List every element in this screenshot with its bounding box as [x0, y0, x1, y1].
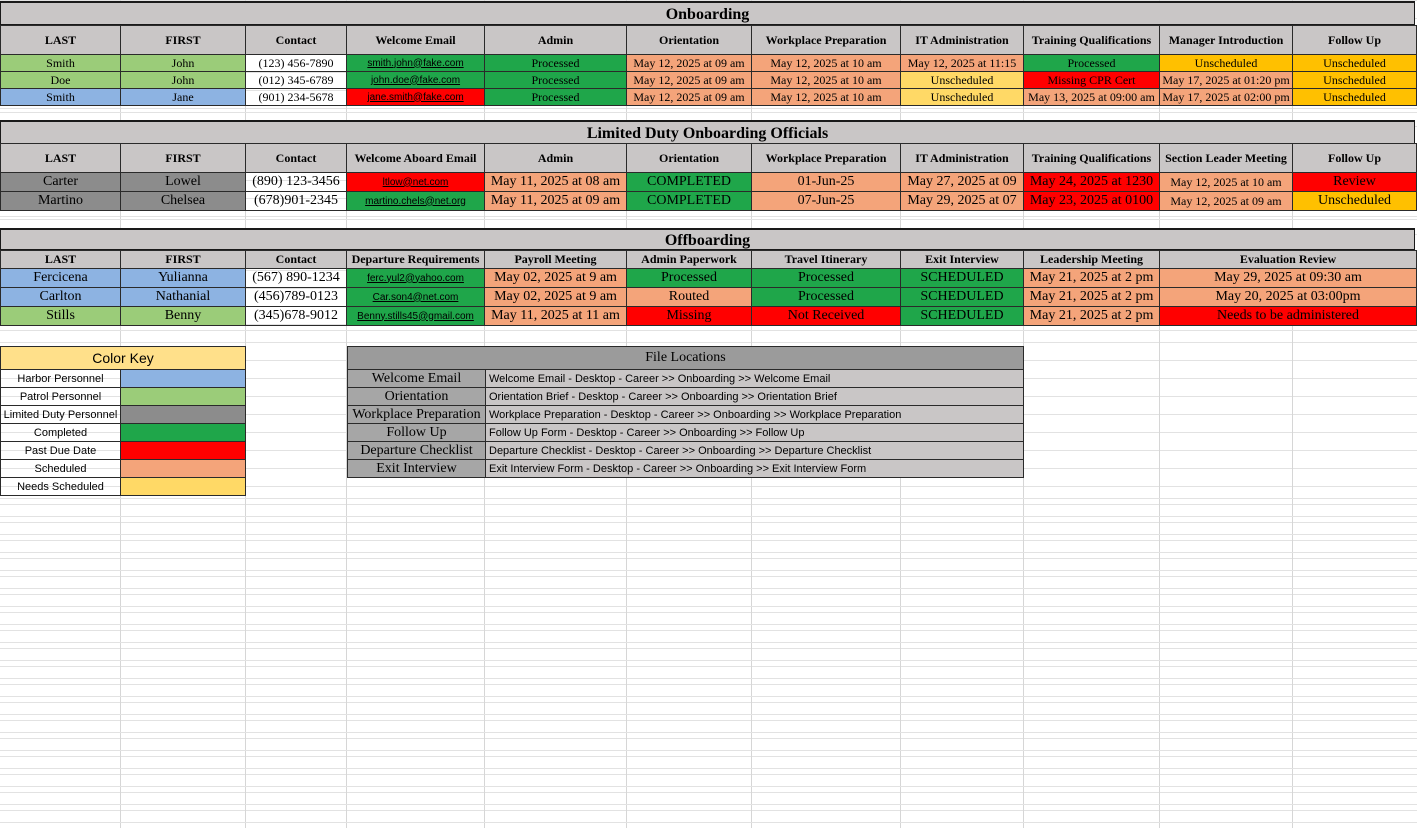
cell-contact[interactable]: (123) 456-7890 — [246, 55, 347, 72]
header-cell[interactable]: Admin — [485, 144, 627, 173]
cell-leadership[interactable]: May 21, 2025 at 2 pm — [1024, 307, 1160, 326]
cell-last[interactable]: Martino — [1, 192, 121, 211]
cell-workplace[interactable]: May 12, 2025 at 10 am — [752, 55, 901, 72]
cell-admin[interactable]: Processed — [485, 55, 627, 72]
cell-manager[interactable]: May 17, 2025 at 02:00 pm — [1160, 89, 1293, 106]
cell-email-link[interactable]: Benny.stills45@gmail.com — [347, 307, 485, 326]
cell-exit-interview[interactable]: SCHEDULED — [901, 307, 1024, 326]
cell-evaluation[interactable]: May 20, 2025 at 03:00pm — [1160, 288, 1417, 307]
color-key-label[interactable]: Past Due Date — [1, 442, 121, 460]
cell-travel[interactable]: Not Received — [752, 307, 901, 326]
cell-workplace[interactable]: 07-Jun-25 — [752, 192, 901, 211]
color-key-label[interactable]: Limited Duty Personnel — [1, 406, 121, 424]
cell-email-link[interactable]: jane.smith@fake.com — [347, 89, 485, 106]
file-location-path[interactable]: Welcome Email - Desktop - Career >> Onboarding >> Welcome Email — [486, 370, 1024, 388]
header-cell[interactable]: FIRST — [121, 26, 246, 55]
header-cell[interactable]: Admin Paperwork — [627, 251, 752, 269]
header-cell[interactable]: Travel Itinerary — [752, 251, 901, 269]
cell-admin[interactable]: Processed — [485, 89, 627, 106]
cell-admin[interactable]: May 11, 2025 at 08 am — [485, 173, 627, 192]
color-swatch-harbor[interactable] — [121, 370, 246, 388]
cell-leadership[interactable]: May 21, 2025 at 2 pm — [1024, 288, 1160, 307]
file-location-label[interactable]: Workplace Preparation — [348, 406, 486, 424]
offboarding-header-row — [1, 251, 1417, 269]
cell-contact[interactable]: (456)789-0123 — [246, 288, 347, 307]
cell-training[interactable]: Missing CPR Cert — [1024, 72, 1160, 89]
header-cell[interactable]: Contact — [246, 144, 347, 173]
header-cell[interactable]: Training Qualifications — [1024, 144, 1160, 173]
cell-admin-paperwork[interactable]: Routed — [627, 288, 752, 307]
cell-email-link[interactable]: Car.son4@net.com — [347, 288, 485, 307]
header-cell[interactable]: Orientation — [627, 144, 752, 173]
cell-workplace[interactable]: 01-Jun-25 — [752, 173, 901, 192]
table-row — [1, 192, 1417, 211]
color-key-label[interactable]: Scheduled — [1, 460, 121, 478]
cell-contact[interactable]: (012) 345-6789 — [246, 72, 347, 89]
cell-contact[interactable]: (345)678-9012 — [246, 307, 347, 326]
file-location-path[interactable]: Workplace Preparation - Desktop - Career >> Onboarding >> Workplace Preparation — [486, 406, 1024, 424]
cell-contact[interactable]: (901) 234-5678 — [246, 89, 347, 106]
cell-first[interactable]: Nathanial — [121, 288, 246, 307]
cell-training[interactable]: Processed — [1024, 55, 1160, 72]
cell-first[interactable]: Lowel — [121, 173, 246, 192]
cell-workplace[interactable]: May 12, 2025 at 10 am — [752, 72, 901, 89]
cell-admin-paperwork[interactable]: Processed — [627, 269, 752, 288]
cell-payroll[interactable]: May 11, 2025 at 11 am — [485, 307, 627, 326]
color-key-title[interactable]: Color Key — [1, 347, 246, 370]
header-cell[interactable]: Contact — [246, 251, 347, 269]
header-cell[interactable]: Orientation — [627, 26, 752, 55]
cell-contact[interactable]: (567) 890-1234 — [246, 269, 347, 288]
cell-travel[interactable]: Processed — [752, 269, 901, 288]
color-key-label[interactable]: Patrol Personnel — [1, 388, 121, 406]
color-swatch-limited-duty[interactable] — [121, 406, 246, 424]
color-swatch-completed[interactable] — [121, 424, 246, 442]
cell-payroll[interactable]: May 02, 2025 at 9 am — [485, 269, 627, 288]
cell-manager[interactable]: Unscheduled — [1160, 55, 1293, 72]
cell-orientation[interactable]: May 12, 2025 at 09 am — [627, 89, 752, 106]
cell-last[interactable]: Carter — [1, 173, 121, 192]
header-cell[interactable]: Leadership Meeting — [1024, 251, 1160, 269]
cell-first[interactable]: Yulianna — [121, 269, 246, 288]
cell-last[interactable]: Smith — [1, 55, 121, 72]
cell-email-link[interactable]: martino.chels@net.org — [347, 192, 485, 211]
cell-orientation[interactable]: May 12, 2025 at 09 am — [627, 72, 752, 89]
cell-training[interactable]: May 23, 2025 at 0100 — [1024, 192, 1160, 211]
cell-contact[interactable]: (890) 123-3456 — [246, 173, 347, 192]
color-swatch-past-due[interactable] — [121, 442, 246, 460]
file-location-path[interactable]: Exit Interview Form - Desktop - Career >> Onboarding >> Exit Interview Form — [486, 460, 1024, 478]
cell-last[interactable]: Carlton — [1, 288, 121, 307]
header-cell[interactable]: LAST — [1, 251, 121, 269]
header-cell[interactable]: Follow Up — [1293, 144, 1417, 173]
cell-orientation[interactable]: COMPLETED — [627, 173, 752, 192]
header-cell[interactable]: Admin — [485, 26, 627, 55]
header-cell[interactable]: Departure Requirements — [347, 251, 485, 269]
header-cell[interactable]: IT Administration — [901, 26, 1024, 55]
header-cell[interactable]: FIRST — [121, 251, 246, 269]
color-swatch-needs-scheduled[interactable] — [121, 478, 246, 496]
cell-evaluation[interactable]: May 29, 2025 at 09:30 am — [1160, 269, 1417, 288]
color-swatch-scheduled[interactable] — [121, 460, 246, 478]
color-key-table — [0, 346, 246, 496]
cell-payroll[interactable]: May 02, 2025 at 9 am — [485, 288, 627, 307]
cell-it[interactable]: May 29, 2025 at 07 — [901, 192, 1024, 211]
header-cell[interactable]: Manager Introduction — [1160, 26, 1293, 55]
color-key-label[interactable]: Needs Scheduled — [1, 478, 121, 496]
cell-followup[interactable]: Unscheduled — [1293, 192, 1417, 211]
cell-admin[interactable]: Processed — [485, 72, 627, 89]
file-locations-table — [347, 346, 1024, 478]
cell-exit-interview[interactable]: SCHEDULED — [901, 288, 1024, 307]
header-cell[interactable]: FIRST — [121, 144, 246, 173]
file-location-label[interactable]: Welcome Email — [348, 370, 486, 388]
header-cell[interactable]: Workplace Preparation — [752, 144, 901, 173]
cell-section-leader[interactable]: May 12, 2025 at 09 am — [1160, 192, 1293, 211]
cell-leadership[interactable]: May 21, 2025 at 2 pm — [1024, 269, 1160, 288]
cell-it[interactable]: Unscheduled — [901, 72, 1024, 89]
cell-last[interactable]: Smith — [1, 89, 121, 106]
header-cell[interactable]: Training Qualifications — [1024, 26, 1160, 55]
cell-first[interactable]: Jane — [121, 89, 246, 106]
header-cell[interactable]: Welcome Email — [347, 26, 485, 55]
cell-evaluation[interactable]: Needs to be administered — [1160, 307, 1417, 326]
header-cell[interactable]: Payroll Meeting — [485, 251, 627, 269]
cell-it[interactable]: May 12, 2025 at 11:15 — [901, 55, 1024, 72]
header-cell[interactable]: Evaluation Review — [1160, 251, 1417, 269]
cell-training[interactable]: May 13, 2025 at 09:00 am — [1024, 89, 1160, 106]
cell-travel[interactable]: Processed — [752, 288, 901, 307]
cell-email-link[interactable]: smith.john@fake.com — [347, 55, 485, 72]
cell-first[interactable]: Chelsea — [121, 192, 246, 211]
color-key-label[interactable]: Completed — [1, 424, 121, 442]
table-row — [1, 173, 1417, 192]
cell-last[interactable]: Fercicena — [1, 269, 121, 288]
header-cell[interactable]: LAST — [1, 26, 121, 55]
cell-workplace[interactable]: May 12, 2025 at 10 am — [752, 89, 901, 106]
cell-first[interactable]: Benny — [121, 307, 246, 326]
limited-header-row — [1, 144, 1417, 173]
file-locations-title[interactable]: File Locations — [348, 347, 1024, 370]
limited-duty-title[interactable]: Limited Duty Onboarding Officials — [0, 120, 1415, 144]
header-cell[interactable]: IT Administration — [901, 144, 1024, 173]
cell-admin-paperwork[interactable]: Missing — [627, 307, 752, 326]
cell-last[interactable]: Doe — [1, 72, 121, 89]
header-cell[interactable]: Welcome Aboard Email — [347, 144, 485, 173]
file-location-label[interactable]: Follow Up — [348, 424, 486, 442]
table-row — [1, 288, 1417, 307]
header-cell[interactable]: LAST — [1, 144, 121, 173]
file-location-label[interactable]: Orientation — [348, 388, 486, 406]
cell-email-link[interactable]: john.doe@fake.com — [347, 72, 485, 89]
color-swatch-patrol[interactable] — [121, 388, 246, 406]
cell-followup[interactable]: Review — [1293, 173, 1417, 192]
offboarding-table — [0, 250, 1417, 326]
table-row — [1, 72, 1417, 89]
color-key-label[interactable]: Harbor Personnel — [1, 370, 121, 388]
cell-it[interactable]: Unscheduled — [901, 89, 1024, 106]
cell-training[interactable]: May 24, 2025 at 1230 — [1024, 173, 1160, 192]
cell-email-link[interactable]: ltlow@net.com — [347, 173, 485, 192]
cell-first[interactable]: John — [121, 55, 246, 72]
onboarding-table — [0, 25, 1417, 106]
cell-followup[interactable]: Unscheduled — [1293, 55, 1417, 72]
onboarding-title[interactable]: Onboarding — [0, 1, 1415, 25]
header-cell[interactable]: Exit Interview — [901, 251, 1024, 269]
file-location-label[interactable]: Departure Checklist — [348, 442, 486, 460]
cell-section-leader[interactable]: May 12, 2025 at 10 am — [1160, 173, 1293, 192]
cell-followup[interactable]: Unscheduled — [1293, 89, 1417, 106]
cell-first[interactable]: John — [121, 72, 246, 89]
table-row — [1, 307, 1417, 326]
cell-exit-interview[interactable]: SCHEDULED — [901, 269, 1024, 288]
offboarding-title[interactable]: Offboarding — [0, 228, 1415, 250]
limited-duty-table — [0, 143, 1417, 211]
cell-it[interactable]: May 27, 2025 at 09 — [901, 173, 1024, 192]
cell-orientation[interactable]: COMPLETED — [627, 192, 752, 211]
header-cell[interactable]: Workplace Preparation — [752, 26, 901, 55]
file-location-path[interactable]: Follow Up Form - Desktop - Career >> Onboarding >> Follow Up — [486, 424, 1024, 442]
cell-contact[interactable]: (678)901-2345 — [246, 192, 347, 211]
header-cell[interactable]: Follow Up — [1293, 26, 1417, 55]
cell-last[interactable]: Stills — [1, 307, 121, 326]
header-cell[interactable]: Contact — [246, 26, 347, 55]
table-row — [1, 55, 1417, 72]
cell-followup[interactable]: Unscheduled — [1293, 72, 1417, 89]
header-cell[interactable]: Section Leader Meeting — [1160, 144, 1293, 173]
file-location-path[interactable]: Orientation Brief - Desktop - Career >> Onboarding >> Orientation Brief — [486, 388, 1024, 406]
cell-email-link[interactable]: ferc.yul2@yahoo.com — [347, 269, 485, 288]
cell-admin[interactable]: May 11, 2025 at 09 am — [485, 192, 627, 211]
table-row — [1, 89, 1417, 106]
file-location-path[interactable]: Departure Checklist - Desktop - Career >> Onboarding >> Departure Checklist — [486, 442, 1024, 460]
cell-orientation[interactable]: May 12, 2025 at 09 am — [627, 55, 752, 72]
table-row — [1, 269, 1417, 288]
onboarding-header-row — [1, 26, 1417, 55]
cell-manager[interactable]: May 17, 2025 at 01:20 pm — [1160, 72, 1293, 89]
file-location-label[interactable]: Exit Interview — [348, 460, 486, 478]
